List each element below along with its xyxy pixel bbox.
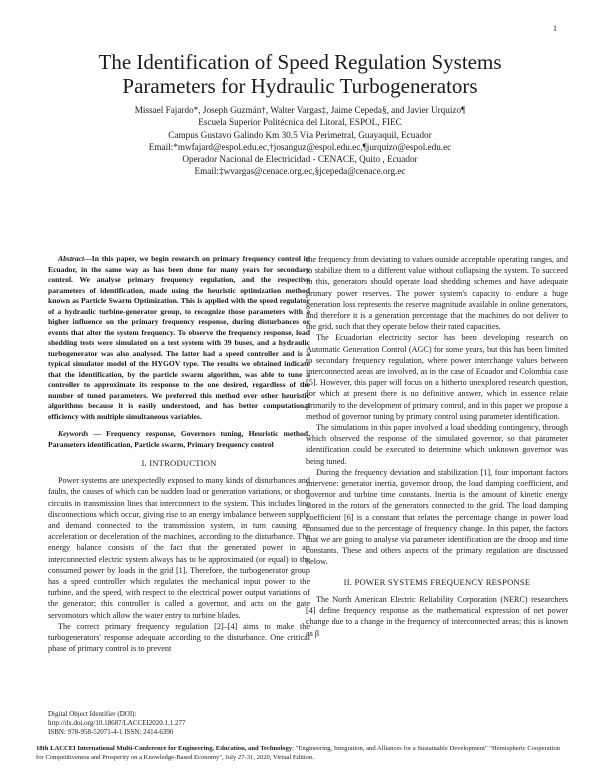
- left-column: [48, 254, 310, 654]
- footer-conference-name: 18th LACCEI International Multi-Conference for Engineering, Education, and Technology: [36, 745, 293, 752]
- section-heading-frequency-response: II. POWER SYSTEMS FREQUENCY RESPONSE: [343, 576, 531, 587]
- doi-link[interactable]: http://dx.doi.org/10.18687/LACCEI2020.1.1.277: [48, 719, 186, 727]
- keywords-text: — Frequency response, Governors tuning, Heuristic method, Parameters identification, Particle swarm, Primary frequency control: [48, 429, 310, 449]
- email-cenace: Email:‡wvargas@cenace.org.ec,§jcepeda@cenace.org.ec: [194, 166, 406, 177]
- abstract: [48, 254, 310, 422]
- right-paragraph-4: During the frequency deviation and stabilization [1], four important factors intervene: generator inertia, governor droop, the load damping coefficient, and governor and turbine time constants. Inertia is the amount of kinetic energy stored in the rotors of the generators connected to the grid. The load damping coefficient [6] is a constant that relates the percentage change in power load consumed due to the percentage of frequency change. In this paper, the factors that we are going to analyse via parameter identification are the droop and time constants. These and others aspects of the primary regulation are discussed below.: [306, 467, 568, 567]
- isbn-issn: ISBN: 978-958-52071-4-1 ISSN: 2414-6390: [48, 728, 174, 736]
- email-espol: Email:*mwfajard@espol.edu.ec,†josanguz@espol.edu.ec,¶jurquizo@espol.edu.ec: [148, 141, 452, 152]
- keywords: [48, 429, 310, 450]
- doi-label: Digital Object Identifier (DOI):: [48, 710, 137, 718]
- author-block: [40, 104, 560, 178]
- right-paragraph-2: The Ecuadorian electricity sector has been developing research on Automatic Generation Control (AGC) for some years, but this has been limited to secondary frequency regulation, where power interchange values between interconnected areas are involved, as in the case of Ecuador and Colombia case [5]. However, this paper will focus on a hitherto unexplored research question, for which at present there is no definitive answer, which in essence relate primarily to the development of primary control, and in this paper we propose a method of governor tuning by primary control using parameter identification.: [306, 333, 568, 421]
- footer-conference-details: : "Engineering, Integration, and Alliances for a Sustainable Development" "Hemispheric Cooperation for Competitiveness and Prosperity on a Knowledge-Based Economy", July 27-31, 2020, Virtual Edition.: [36, 745, 560, 761]
- right-paragraph-3: The simulations in this paper involved a load shedding contingency, through which observed the response of the simulated governor, so that parameter identification could be executed to determine which unknown governor was being tuned.: [306, 423, 568, 466]
- conference-footer: [36, 744, 564, 762]
- affiliation-address: Campus Gustavo Galindo Km 30.5 Vía Perimetral, Guayaquil, Ecuador: [168, 129, 432, 140]
- doi-block: [48, 710, 310, 737]
- affiliation-espol: Escuela Superior Politécnica del Litoral, ESPOL, FIEC: [198, 117, 402, 128]
- right-paragraph-5: The North American Electric Reliability Corporation (NERC) researchers [4] define frequency response as the mathematical expression of net power change due to a change in the frequency of interconnected areas; this is known as β: [306, 594, 568, 638]
- abstract-label: Abstract: [58, 254, 85, 263]
- title-line-2: Parameters for Hydraulic Turbogenerators: [122, 74, 478, 98]
- section-heading-introduction: I. INTRODUCTION: [141, 458, 217, 468]
- title-line-1: The Identification of Speed Regulation Systems: [98, 50, 502, 74]
- affiliation-cenace: Operador Nacional de Electricidad - CENACE, Quito , Ecuador: [182, 154, 418, 165]
- right-paragraph-1: the frequency from deviating to values outside acceptable operating ranges, and to stabilize them to a different value without collapsing the system. To succeed in this, generators should operate load shedding schemes and have adequate primary power reserves. The power system's capacity to endure a huge generation loss represents the reserve magnitude available in online generators, and therefore it is a generation percentage that the machines do not deliver to the grid, such that they operate below their rated capacities.: [306, 255, 568, 332]
- author-list: Missael Fajardo*, Joseph Guzmán†, Walter Vargas‡, Jaime Cepeda§, and Javier Urquizo¶: [134, 105, 466, 115]
- intro-paragraph-2: The correct primary frequency regulation [2]–[4] aims to make the turbogenerators' response adequate according to the disturbance. One critical phase of primary control is to prevent: [48, 621, 310, 654]
- paper-title: [40, 50, 560, 98]
- keywords-label: Keywords: [58, 429, 89, 438]
- right-column: [306, 254, 568, 639]
- page-number: 1: [553, 24, 557, 33]
- intro-paragraph-1: Power systems are unexpectedly exposed to many kinds of disturbances and faults, the causes of which can be sudden load or generation variations, or short circuits in transmission lines that interconnect to the system. This includes line disconnections which occur, giving rise to an energy imbalance between supply and demand connected to the transmission system, in turn causing an acceleration or deceleration of the machines, according to the disturbance. The energy balance consists of the fact that the generated power in an interconnected electric system always has to be approximated (or equal) to the consumed power by loads in the grid [1]. Therefore, the turbogenerator group has a speed controller which regulates the mechanical input power to the turbine, and the speed, with respect to the electrical power output variations of the generator; this controller is called a governor, and acts on the gate servomotors which allow the water entry to turbine blades.: [48, 476, 310, 620]
- abstract-text: —In this paper, we begin research on primary frequency control in Ecuador, in the same way as has been done for many years for secondary control. We analyse primary frequency regulation, and the respective parameters of identification, made using the heuristic optimization method known as Particle Swarm Optimization. This is applied with the speed regulator of a hydraulic turbine-generator group, to recognize those parameters with a higher influence on the primary frequency response, during disturbances or events that alter the system frequency. To observe the frequency response, load shedding tests were simulated on a test system with 39 buses, and a hydraulic turbogenerator was also analysed. The latter had a speed controller and is a typical simulator model of the HYGOV type. The results we obtained indicate that the identification, by the particle swarm algorithm, was able to tune a controller to approximate its response to the one desired, regardless of the number of tuned parameters. We preferred this method over other heuristic algorithms because it is easily understood, and has better computational efficiency with multiple simultaneous variables.: [48, 254, 310, 421]
